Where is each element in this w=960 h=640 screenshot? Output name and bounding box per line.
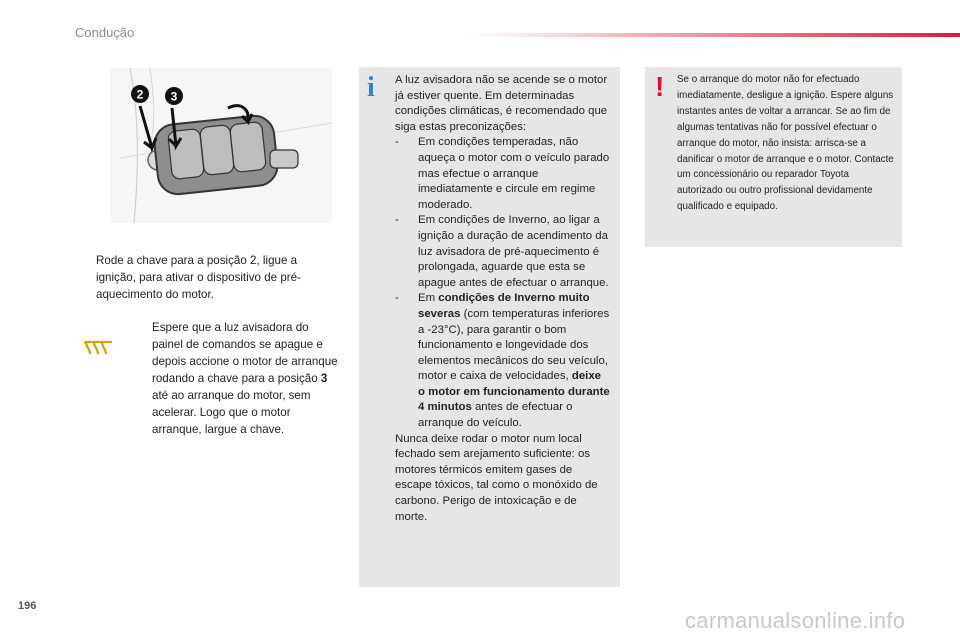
key-ignition-illustration [110, 68, 332, 223]
info-item-temperate [395, 135, 611, 213]
dash-marker: - [395, 214, 399, 227]
warning-box [645, 67, 902, 247]
info-item-severe-winter [395, 291, 611, 431]
step-start-text-pre: Espere que a luz avisadora do painel de comandos se apague e depois accione o motor de arranque rodando a chave para a posição [152, 321, 338, 385]
warning-icon: ! [655, 71, 665, 102]
section-header: Condução [75, 25, 135, 40]
info-box-text [395, 73, 611, 525]
step-start-text-post: até ao arranque do motor, sem acelerar. Logo que o motor arranque, largue a chave. [152, 389, 311, 436]
info-intro: A luz avisadora não se acende se o motor já estiver quente. Em determinadas condições climáticas, é recomendado que siga estas preconizações: [395, 74, 608, 133]
info-item3-e: antes de efectuar o arranque do veículo. [418, 401, 573, 430]
info-item3-b: condições de Inverno muito severas [418, 292, 590, 320]
page-number: 196 [18, 600, 37, 612]
info-item-winter [395, 213, 611, 291]
header-accent-bar [470, 33, 960, 37]
watermark: carmanualsonline.info [685, 608, 906, 633]
step-start-engine-text [152, 319, 339, 438]
warning-text: Se o arranque do motor não for efectuado imediatamente, desligue a ignição. Espere alguns instantes antes de voltar a arrancar. Se ao fim de algumas tentativas não for possível efectuar o arranque do motor, não insista: arrisca-se a danificar o motor de arranque e o motor. Contacte um concessionário ou reparador Toyota autorizado ou outro profissional devidamente qualificado e equipado. [677, 74, 894, 213]
info-icon: i [367, 72, 375, 103]
step-start-position: 3 [320, 372, 328, 385]
step-ignition-text: Rode a chave para a posição 2, ligue a ignição, para ativar o dispositivo de pré-aquecimento do motor. [96, 254, 301, 301]
figure-label-position-2: 2 [136, 87, 144, 102]
preheat-warning-lamp-icon [82, 338, 114, 358]
key-illustration-svg [110, 68, 332, 223]
figure-label-position-3: 3 [170, 89, 178, 104]
info-item3-a: Em [418, 292, 439, 305]
step-start-engine [134, 319, 339, 438]
info-item3-c: (com temperaturas inferiores a -23°C), para garantir o bom funcionamento e longevidade dos elementos mecânicos do seu veículo, motor e caixa de velocidades, [418, 307, 610, 383]
info-item3-d: deixe o motor em funcionamento durante 4 minutos [418, 370, 610, 414]
step-ignition [78, 252, 340, 303]
info-outro: Nunca deixe rodar o motor num local fechado sem arejamento suficiente: os motores térmicos emitem gases de escape tóxicos, tal como o monóxido de carbono. Perigo de intoxicação e de morte. [395, 432, 598, 523]
info-item-temperate-text: Em condições temperadas, não aqueça o motor com o veículo parado mas efectue o arranque imediatamente e circule em regime moderado. [418, 136, 610, 211]
dash-marker: - [395, 292, 399, 305]
info-item-winter-text: Em condições de Inverno, ao ligar a ignição a duração de acendimento da luz avisadora de pré-aquecimento é prolongada, aguarde que esta se apague antes de efectuar o arranque. [418, 214, 609, 289]
dash-marker: - [395, 136, 399, 149]
info-box [359, 67, 620, 587]
